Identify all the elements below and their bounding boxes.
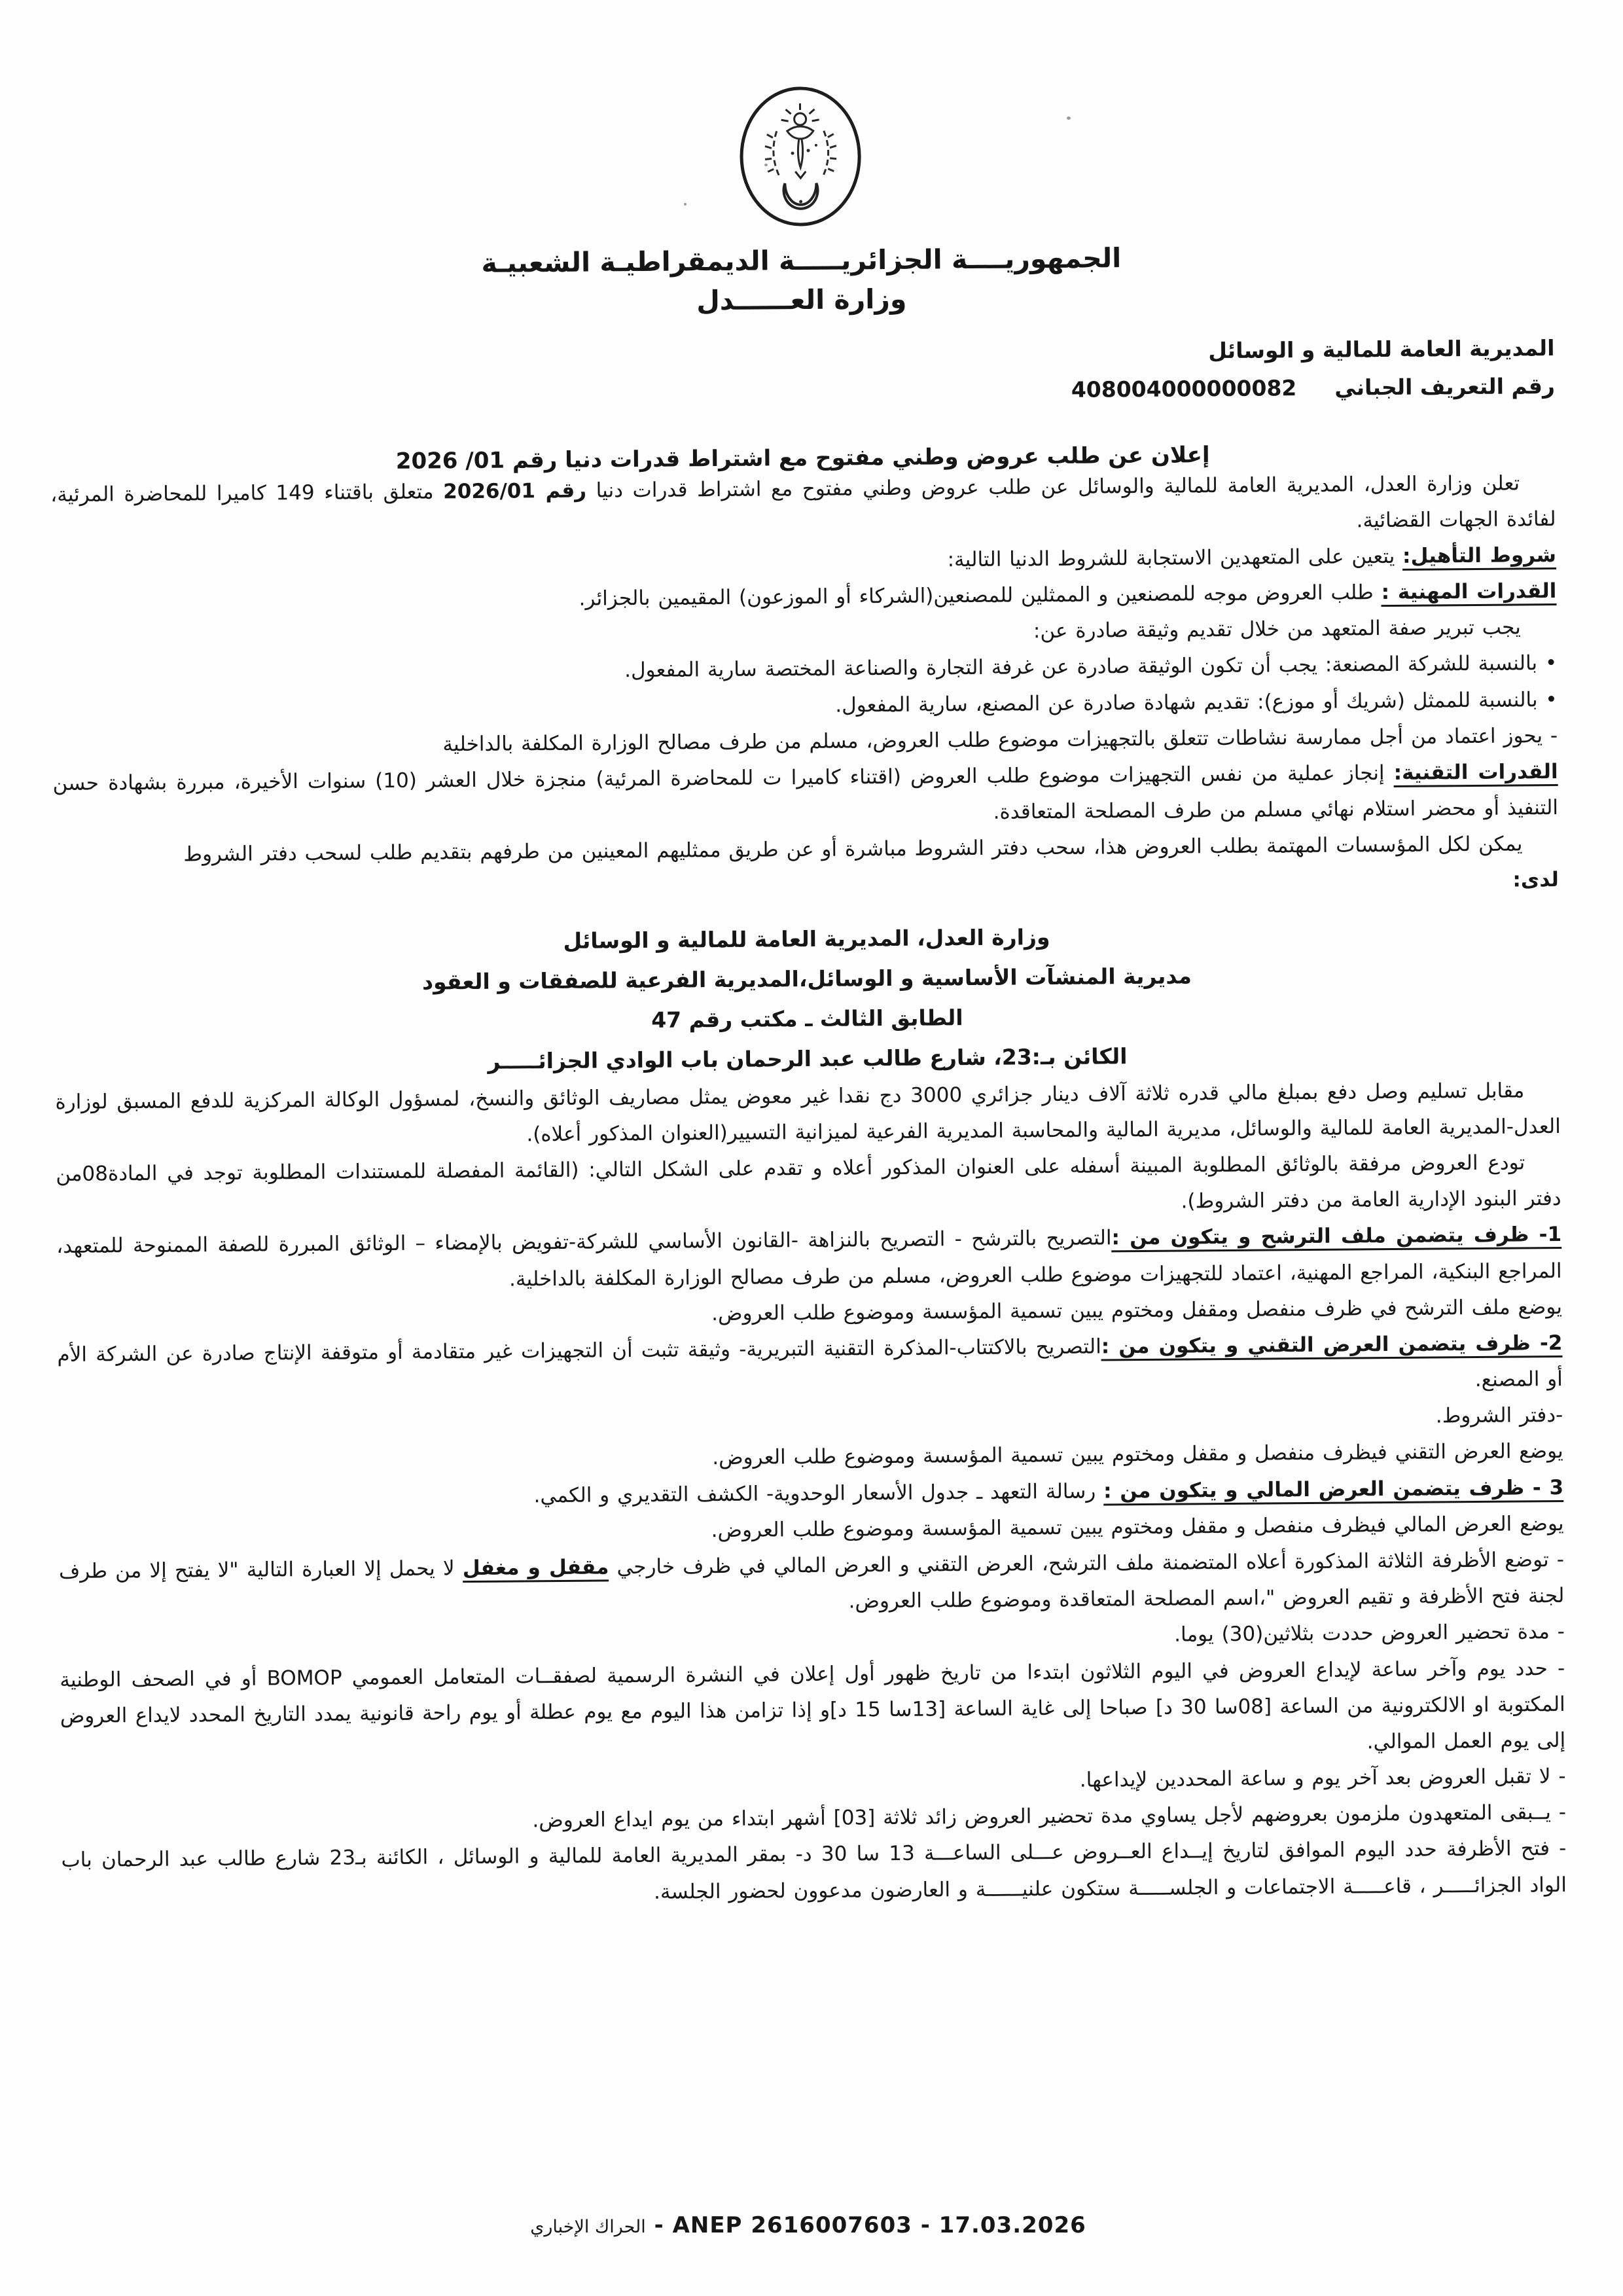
scan-speck [764,164,768,166]
representative-bullet: • بالنسبة للممثل (شريك أو موزع): تقديم شهادة صادرة عن المصنع، سارية المفعول. [835,687,1558,717]
directorate-line: المديرية العامة للمالية و الوسائل [1208,335,1555,364]
address-line-directorate: مديرية المنشآت الأساسية و الوسائل،المديرية الفرعية للصفقات و العقود [421,963,1192,995]
scan-speck [1067,117,1071,120]
candidacy-envelope-note: يوضع ملف الترشح في ظرف منفصل ومقفل ومختوم يبين تسمية المؤسسة وموضوع طلب العروض. [711,1295,1563,1325]
manufacturer-bullet: • بالنسبة للشركة المصنعة: يجب أن تكون الوثيقة صادرة عن غرفة التجارة والصناعة المختصة سارية المفعول. [624,651,1558,683]
envelope-opening-paragraph: - فتح الأظرفة حدد اليوم الموافق لتاريخ إيــداع العــروض عـــلى الساعـــة 13 سا 30 د- بمقر المديرية العامة للمالية و الوسائل ، الكائنة بـ23 شارع طالب عبد الرحمان باب الواد الجزائـــــر ، قاعـــــة الاجتماعات و الجلســـــة ستكون علنيــــــة و العارضون مدعوون لحضور الجلسة. [61,1837,1567,1904]
professional-capacities-paragraph: القدرات المهنية : طلب العروض موجه للمصنعين و الممثلين للمصنعين(الشركاء أو الموزعون) المقيمين بالجزائر. [579,579,1557,611]
technical-capacities-paragraph: القدرات التقنية: إنجاز عملية من نفس التجهيزات موضوع طلب العروض (اقتناء كاميرا ت للمحاضرة المرئية) منجزة خلال العشر (10) سنوات الأخيرة، مبررة بشهادة حسن التنفيذ أو محضر استلام نهائي مسلم من طرف المصلحة المتعاقدة. [52,759,1559,824]
ministry-title: وزارة العــــــدل [696,283,907,317]
sealed-anonymous-emphasis: مقفل و مغفل [463,1555,609,1583]
candidacy-envelope-paragraph: 1- ظرف يتضمن ملف الترشح و يتكون من :التصريح بالترشح - التصريح بالنزاهة -القانون الأساسي للشركة-تفويض بالإمضاء – الوثائق المبررة للصفة الممنوحة للمتعهد، المراجع البنكية، المراجع المهنية، اعتماد للتجهيزات موضوع طلب العروض، مسلم من طرف مصالح الوزارة المكلفة بالداخلية. [56,1223,1562,1291]
late-offers-line: - لا تقبل العروض بعد آخر يوم و ساعة المحددين لإيداعها. [1079,1764,1566,1792]
address-line-floor-office: الطابق الثالث ـ مكتب رقم 47 [651,1004,963,1033]
directorate-header-block [49,329,1555,417]
publication-source: الحراك الإخباري [530,2217,646,2237]
at-label: لدى: [1512,868,1559,892]
tax-id-label: رقم التعريف الجباني [1334,372,1556,401]
financial-envelope-note: يوضع العرض المالي فيظرف منفصل و مقفل ومختوم يبين تسمية المؤسسة وموضوع طلب العروض. [711,1511,1564,1542]
technical-envelope-heading: 2- ظرف يتضمن العرض التقني و يتكون من : [1101,1331,1563,1361]
specs-withdrawal-paragraph: يمكن لكل المؤسسات المهتمة بطلب العروض هذا، سحب دفتر الشروط مباشرة أو عن طريق ممثليهم المعينين من طرفهم بتقديم طلب لسحب دفتر الشروط [183,832,1523,867]
candidacy-envelope-heading: 1- ظرف يتضمن ملف الترشح و يتكون من : [1111,1223,1561,1252]
tax-id-value: 408004000000082 [1071,374,1297,403]
anep-reference: ANEP 2616007603 - 17.03.2026 [672,2212,1086,2238]
submission-paragraph: تودع العروض مرفقة بالوثائق المطلوبة المبينة أسفله على العنوان المذكور أعلاه و تقدم على الشكل التالي: (القائمة المفصلة للمستندات المطلوبة توجد في المادة08من دفتر البنود الإدارية العامة من دفتر الشروط). [56,1151,1561,1213]
qualification-conditions-heading: شروط التأهيل: [1402,543,1556,571]
technical-envelope-paragraph: 2- ظرف يتضمن العرض التقني و يتكون من :التصريح بالاكتتاب-المذكرة التقنية التبريرية- وثيقة تثبت أن التجهيزات غير متقادمة أو متوقفة الإنتاج صادرة عن الشركة الأم أو المصنع. [57,1331,1563,1392]
address-line-ministry: وزارة العدل، المديرية العامة للمالية و الوسائل [563,924,1050,954]
tender-number: رقم 2026/01 [443,478,587,503]
footer-anep-line [56,2212,1561,2257]
qualification-conditions-paragraph: شروط التأهيل: يتعين على المتعهدين الاستجابة للشروط الدنيا التالية: [947,543,1557,572]
withdrawal-address-block [54,913,1560,1085]
republic-title: الجمهوريــــة الجزائريـــــة الديمقراطيـة الشعبيـة [481,242,1122,279]
professional-capacities-heading: القدرات المهنية : [1381,579,1556,607]
algeria-state-seal-icon [736,84,865,228]
outer-envelope-paragraph: - توضع الأظرفة الثلاثة المذكورة أعلاه المتضمنة ملف الترشح، العرض التقني و العرض المالي في ظرف خارجي مقفل و مغفل لا يحمل إلا العبارة التالية "لا يفتح إلا من طرف لجنة فتح الأظرفة و تقيم العروض "،اسم المصلحة المتعاقدة وموضوع طلب العروض. [58,1547,1565,1613]
preparation-duration-line: - مدة تحضير العروض حددت بثلاثين(30) يوما. [1174,1620,1565,1647]
deposit-deadline-paragraph: - حدد يوم وآخر ساعة لإيداع العروض في اليوم الثلاثون ابتدءا من تاريخ ظهور أول إعلان في النشرة الرسمية لصفقــات المتعامل العمومي BOMOP أو في الصحف الوطنية المكتوبة او الالكترونية من الساعة [08سا 30 د] صباحا إلى غاية الساعة [13سا 15 د]و إذا تزامن هذا اليوم مع يوم عطلة أو يوم راحة قانونية يمدد التاريخ المحدد لايداع العروض إلى يوم العمل الموالي. [60,1656,1566,1754]
specs-book-line: -دفتر الشروط. [1435,1403,1563,1428]
scan-speck [684,203,687,206]
accreditation-note: - يحوز اعتماد من أجل ممارسة نشاطات تتعلق بالتجهيزات موضوع طلب العروض، مسلم من طرف مصالح الوزارة المكلفة بالداخلية [442,723,1558,757]
announcement-title: إعلان عن طلب عروض وطني مفتوح مع اشتراط قدرات دنيا رقم 01/ 2026 [395,441,1210,475]
technical-envelope-note: يوضع العرض التقني فيظرف منفصل و مقفل ومختوم يبين تسمية المؤسسة وموضوع طلب العروض. [712,1439,1563,1470]
payment-paragraph: مقابل تسليم وصل دفع بمبلغ مالي قدره ثلاثة آلاف دينار جزائري 3000 دج نقدا غير معوض يمثل مصاريف الوثائق والنسخ، لمسؤول الوكالة المركزية للدفع المسبق لوزارة العدل-المديرية العامة للمالية والوسائل، مديرية المالية والمحاسبة المديرية الفرعية لميزانية التسيير(العنوان المذكور أعلاه). [55,1079,1561,1147]
address-line-street: الكائن بـ:23، شارع طالب عبد الرحمان باب الوادي الجزائـــــر [488,1043,1128,1074]
announcement-paragraph: تعلن وزارة العدل، المديرية العامة للمالية والوسائل عن طلب عروض وطني مفتوح مع اشتراط قدرات دنيا رقم 2026/01 متعلق باقتناء 149 كاميرا للمحاضرة المرئية، لفائدة الجهات القضائية. [50,471,1556,533]
financial-envelope-paragraph: 3 - ظرف يتضمن العرض المالي و يتكون من : رسالة التعهد ـ جدول الأسعار الوحدوية- الكشف التقديري و الكمي. [533,1475,1564,1507]
technical-capacities-heading: القدرات التقنية: [1393,760,1558,787]
status-justification-line: يجب تبرير صفة المتعهد من خلال تقديم وثيقة صادرة عن: [1033,615,1521,643]
financial-envelope-heading: 3 - ظرف يتضمن العرض المالي و يتكون من : [1103,1476,1563,1506]
offer-validity-line: - يــبقى المتعهدون ملزمون بعروضهم لأجل يساوي مدة تحضير العروض زائد ثلاثة [03] أشهر ابتداء من يوم ايداع العروض. [532,1801,1567,1833]
scanned-content [47,79,1569,2218]
footer-separator: - [645,2212,673,2238]
